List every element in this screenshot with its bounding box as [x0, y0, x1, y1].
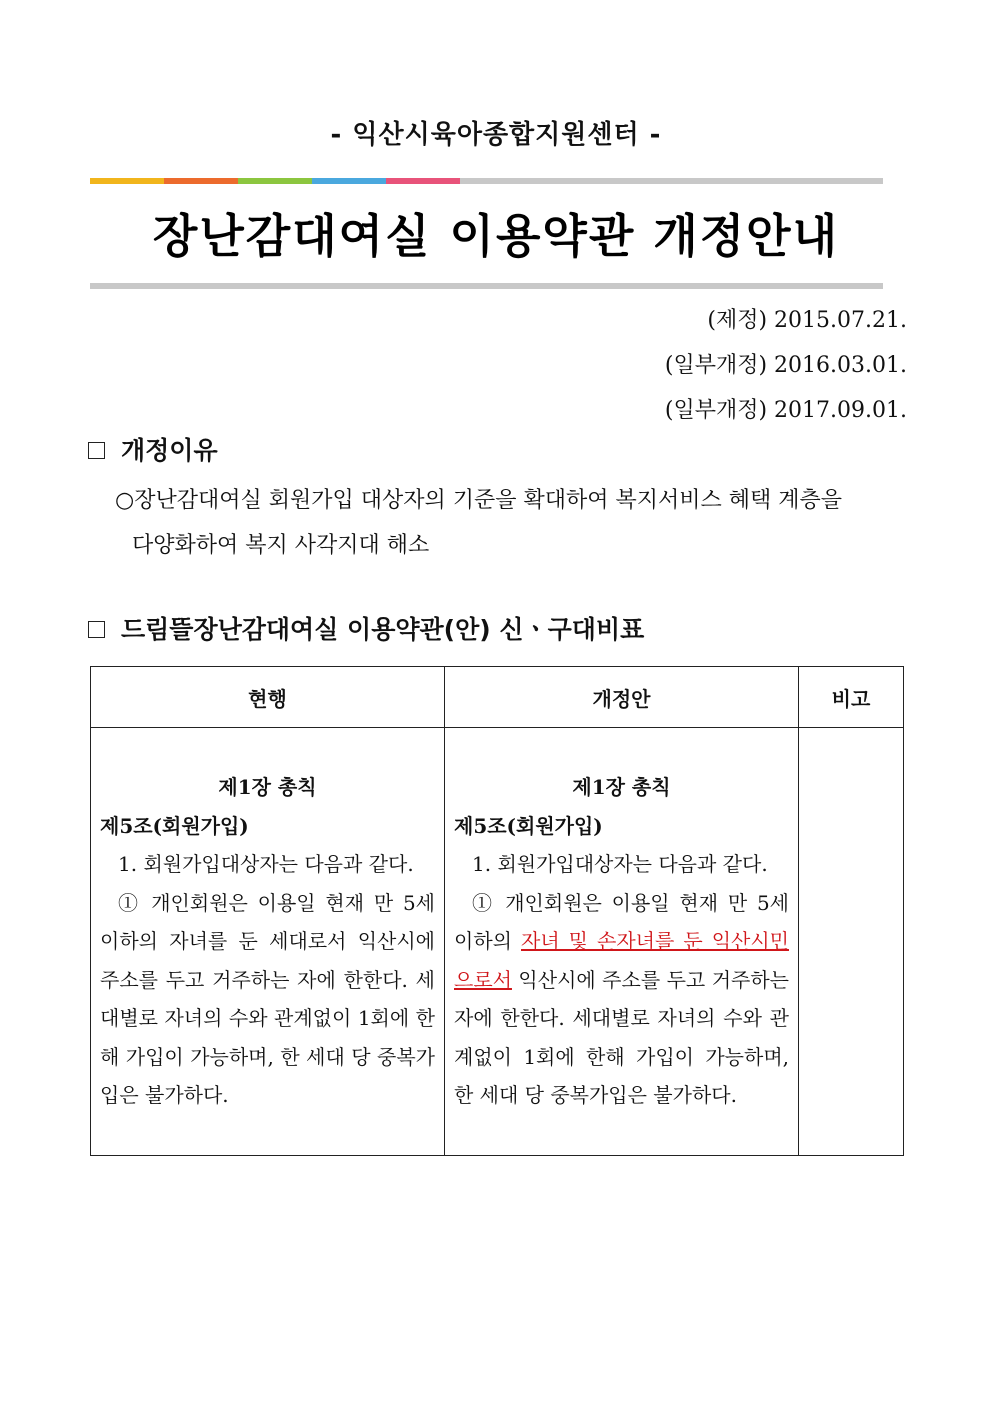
section-heading-label: 드림뜰장난감대여실 이용약관(안) 신ㆍ구대비표: [121, 615, 645, 644]
accent-segment-green: [238, 178, 312, 184]
section-heading-comparison: [88, 610, 644, 646]
clause-text-after: 익산시에 주소를 두고 거주하는 자에 한한다. 세대별로 자녀의 수와 관계없이 1회에 한해 가입이 가능하며, 한 세대 당 중복가입은 불가하다.: [454, 967, 789, 1107]
table-row: [91, 728, 904, 1156]
clause-text: ① 개인회원은 이용일 현재 만 5세 이하의 자녀를 둔 세대로서 익산시에 주소를 두고 거주하는 자에 한한다. 세대별로 자녀의 수와 관계없이 1회에 한해 가입이 가능하며, 한 세대 당 중복가입은 불가하다.: [100, 890, 435, 1107]
accent-segment-pink: [386, 178, 460, 184]
reason-line-2: 다양화하여 복지 사각지대 해소: [132, 533, 430, 558]
article-heading: 제5조(회원가입): [100, 813, 249, 838]
cell-current: [91, 728, 445, 1156]
chapter-heading: 제1장 총칙: [218, 775, 317, 799]
checkbox-icon: [88, 621, 105, 638]
accent-segment-blue: [312, 178, 386, 184]
title-divider: [90, 283, 883, 289]
article-heading: 제5조(회원가입): [454, 813, 603, 838]
checkbox-icon: [88, 442, 105, 459]
revision-date-2: (일부개정) 2017.09.01.: [664, 398, 907, 423]
bullet-icon: ○: [115, 488, 135, 513]
header-remarks: 비고: [799, 667, 904, 728]
reason-line-1: [115, 478, 910, 523]
item-text: 1. 회원가입대상자는 다음과 같다.: [472, 852, 768, 876]
reason-text-1: 장난감대여실 회원가입 대상자의 기준을 확대하여 복지서비스 혜택 계층을: [134, 488, 842, 513]
table-header-row: [91, 667, 904, 728]
enactment-date: (제정) 2015.07.21.: [707, 308, 907, 333]
clause-text-before: ① 개인회원은 이용일 현재 만 5세 이하의: [454, 890, 789, 953]
chapter-heading: 제1장 총칙: [572, 775, 671, 799]
revision-reason: [115, 478, 910, 568]
revision-date-1: (일부개정) 2016.03.01.: [664, 353, 907, 378]
accent-segment-yellow: [90, 178, 164, 184]
accent-color-bar: [90, 178, 883, 184]
header-current: 현행: [91, 667, 445, 728]
changed-text-highlight: 자녀 및 손자녀를 둔 익산시민으로서: [454, 929, 789, 992]
revision-dates: [665, 298, 907, 433]
accent-segment-orange: [164, 178, 238, 184]
section-heading-label: 개정이유: [121, 436, 218, 465]
accent-segment-gray: [460, 178, 883, 184]
clause-text: [454, 884, 789, 1115]
cell-remarks: [799, 728, 904, 1156]
document-title: 장난감대여실 이용약관 개정안내: [152, 209, 840, 263]
section-heading-reason: [88, 431, 218, 467]
organization-name: - 익산시육아종합지원센터 -: [330, 120, 662, 150]
header-revised: 개정안: [445, 667, 799, 728]
cell-revised: [445, 728, 799, 1156]
item-text: 1. 회원가입대상자는 다음과 같다.: [118, 852, 414, 876]
comparison-table: [90, 666, 904, 1156]
